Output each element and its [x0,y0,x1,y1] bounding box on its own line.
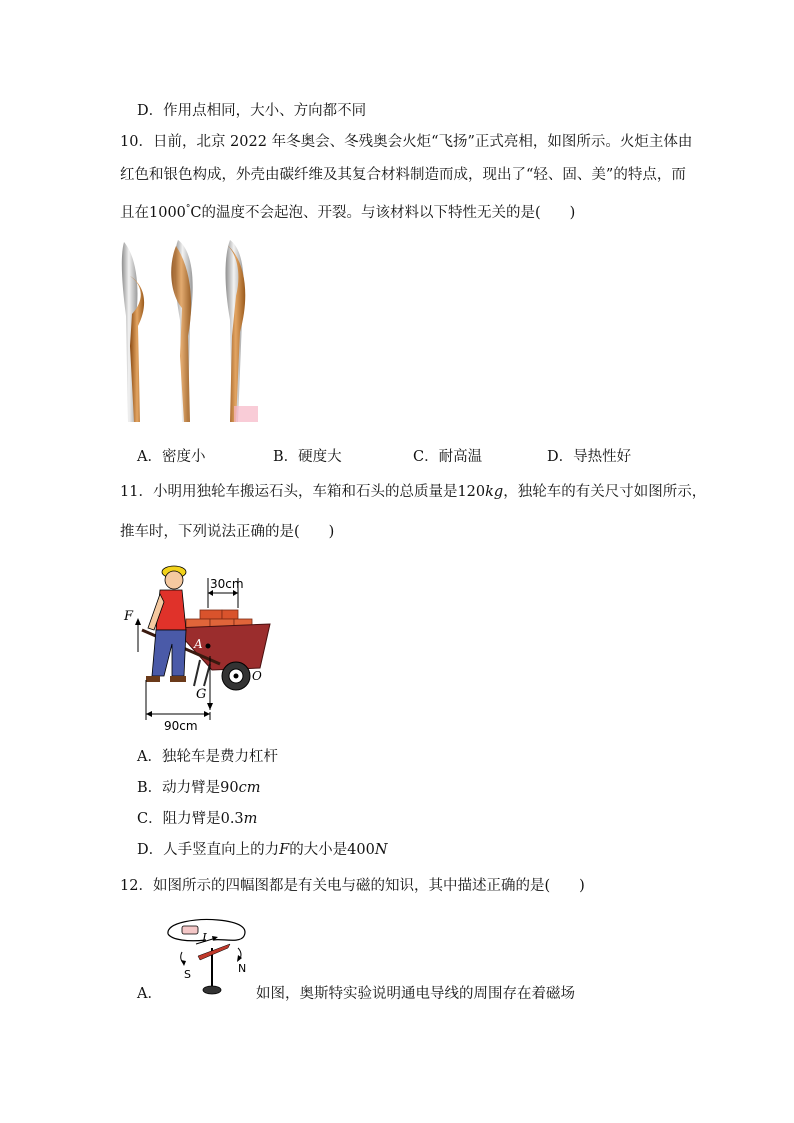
q10-stem-line-2: 红色和银色构成，外壳由碳纤维及其复合材料制造而成，现出了“轻、固、美”的特点，而 [120,167,686,183]
q11-option-c[interactable] [137,809,257,829]
dim-90cm: 90cm [164,719,198,733]
label-g: G [196,687,207,702]
q10-option-d[interactable]: D．导热性好 [547,449,632,465]
force-f: F [279,842,290,858]
q11-option-d-text-a: D．人手竖直向上的力 [137,842,280,858]
q11-option-d[interactable] [137,840,388,860]
oersted-figure [158,914,250,1000]
torch-figure [118,236,260,430]
label-o: O [252,669,262,683]
q11-stem-line-1-b: ，独轮车的有关尺寸如图所示， [503,484,707,500]
unit-m: m [243,811,258,827]
degree-symbol: ° [185,204,191,214]
q11-option-b-text: B．动力臂是90 [137,780,239,796]
q11-stem-line-2: 推车时，下列说法正确的是( ) [120,524,335,540]
q12-stem-line-1: 12．如图所示的四幅图都是有关电与磁的知识，其中描述正确的是( ) [120,878,585,894]
label-a: A [194,637,203,651]
compass-needle [198,944,230,960]
q9-option-d: D．作用点相同，大小、方向都不同 [137,103,367,119]
q10-stem-line-3 [120,199,575,223]
unit-n: N [374,842,388,858]
label-s: S [184,968,191,981]
q10-stem-line-3-a: 且在1000 [120,204,186,221]
q11-option-a[interactable]: A．独轮车是费力杠杆 [137,749,278,765]
q10-option-a[interactable]: A．密度小 [137,449,206,465]
q11-stem-line-1-a: 11．小明用独轮车搬运石头，车箱和石头的总质量是120 [120,484,486,500]
dim-30cm: 30cm [210,577,244,591]
battery-icon [182,926,198,934]
unit-kg: kg [485,484,504,500]
q10-stem-line-3-b: C的温度不会起泡、开裂。与该材料以下特性无关的是( ) [190,204,576,221]
q10-option-b[interactable]: B．硬度大 [273,449,342,465]
q10-options [137,445,697,465]
q11-option-d-text-b: 的大小是400 [289,842,375,858]
label-n: N [238,962,247,975]
wheelbarrow-figure [120,560,280,736]
q11-stem-line-1 [120,482,706,502]
q10-option-c[interactable]: C．耐高温 [413,449,483,465]
torch-1 [122,242,144,422]
unit-cm: cm [238,780,261,796]
q10-stem-line-1: 10．日前，北京 2022 年冬奥会、冬残奥会火炬“飞扬”正式亮相，如图所示。火炬主体由 [120,134,693,150]
q11-option-b[interactable] [137,778,260,798]
torch-2 [171,240,193,422]
torch-3 [226,240,259,422]
q12-option-a-text: 如图，奥斯特实验说明通电导线的周围存在着磁场 [256,986,575,1002]
person-illustration [146,566,186,682]
q12-option-a-label[interactable]: A． [137,986,162,1002]
q11-option-c-text: C．阻力臂是0.3 [137,811,244,827]
label-i: I [202,931,207,945]
label-f: F [124,609,134,624]
